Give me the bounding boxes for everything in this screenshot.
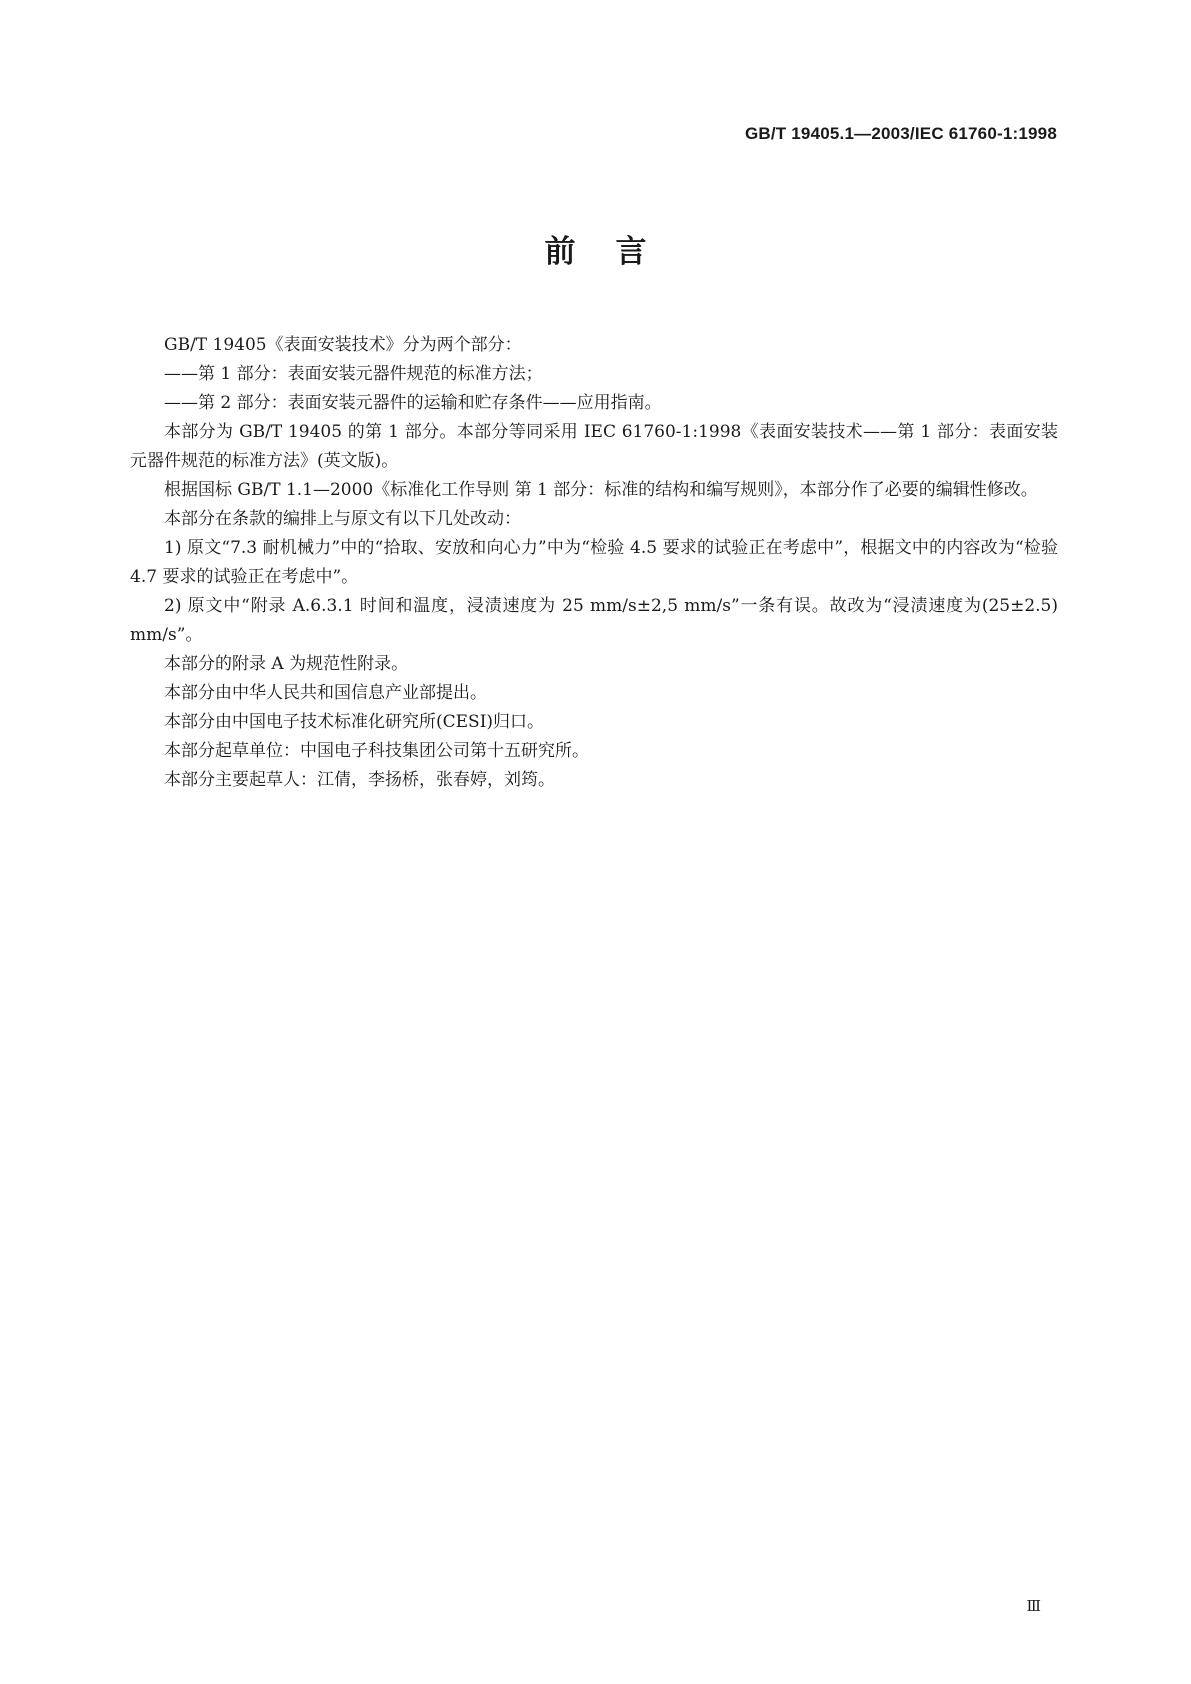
paragraph: 本部分在条款的编排上与原文有以下几处改动： (164, 509, 521, 529)
paragraph: 根据国标 GB/T 1.1—2000《标准化工作导则 第 1 部分：标准的结构和编写规则》，本部分作了必要的编辑性修改。 (164, 480, 1038, 500)
foreword-body (130, 331, 1058, 795)
paragraph: 2) 原文中“附录 A.6.3.1 时间和温度，浸渍速度为 25 mm/s±2,5 mm/s”一条有误。故改为“浸渍速度为(25±2.5) mm/s”。 (130, 596, 1058, 645)
paragraph: 本部分由中国电子技术标准化研究所(CESI)归口。 (164, 712, 545, 732)
paragraph: GB/T 19405《表面安装技术》分为两个部分： (164, 335, 522, 355)
paragraph: ——第 1 部分：表面安装元器件规范的标准方法； (164, 364, 543, 384)
page-title: 前言 (544, 234, 687, 270)
page-number: Ⅲ (1026, 1599, 1041, 1615)
paragraph: 本部分由中华人民共和国信息产业部提出。 (164, 683, 487, 703)
standard-number-header: GB/T 19405.1—2003/IEC 61760-1:1998 (744, 124, 1057, 143)
paragraph: 本部分的附录 A 为规范性附录。 (164, 654, 409, 674)
paragraph: 本部分为 GB/T 19405 的第 1 部分。本部分等同采用 IEC 61760-1:1998《表面安装技术——第 1 部分：表面安装元器件规范的标准方法》(英文版)。 (130, 422, 1058, 471)
paragraph: ——第 2 部分：表面安装元器件的运输和贮存条件——应用指南。 (164, 393, 662, 413)
paragraph: 1) 原文“7.3 耐机械力”中的“拾取、安放和向心力”中为“检验 4.5 要求的试验正在考虑中”，根据文中的内容改为“检验 4.7 要求的试验正在考虑中”。 (130, 538, 1058, 587)
paragraph: 本部分主要起草人：江倩，李扬桥，张春婷，刘筠。 (164, 770, 555, 790)
paragraph: 本部分起草单位：中国电子科技集团公司第十五研究所。 (164, 741, 589, 761)
